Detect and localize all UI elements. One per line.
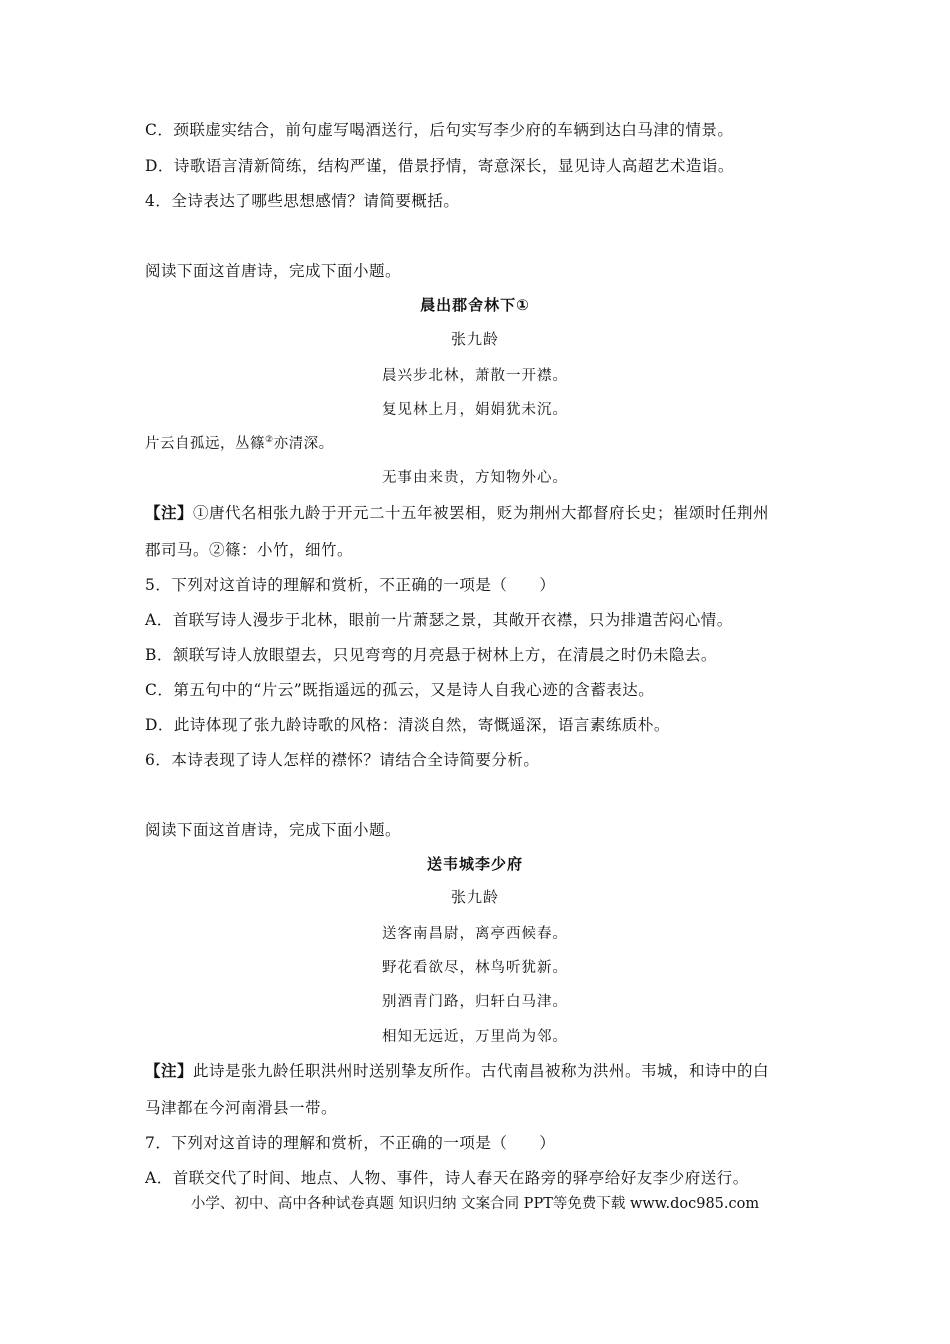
- question-6: 6．本诗表现了诗人怎样的襟怀？请结合全诗简要分析。: [145, 751, 540, 769]
- page-footer: 小学、初中、高中各种试卷真题 知识归纳 文案合同 PPT等免费下载 www.doc985.com: [190, 1196, 760, 1212]
- question-7-option-a: A．首联交代了时间、地点、人物、事件，诗人春天在路旁的驿亭给好友李少府送行。: [145, 1169, 749, 1187]
- question-5-option-a: A．首联写诗人漫步于北林，眼前一片萧瑟之景，其敞开衣襟，只为排遣苦闷心情。: [145, 611, 733, 629]
- section1-poem-title: 晨出郡舍林下①: [420, 296, 530, 314]
- section1-poem-author: 张九龄: [450, 330, 499, 348]
- section1-note: [145, 501, 769, 523]
- section2-poem-line-4: 相知无远近，万里尚为邻。: [382, 1029, 568, 1045]
- section2-poem-title: 送韦城李少府: [426, 855, 523, 873]
- section1-intro: 阅读下面这首唐诗，完成下面小题。: [145, 262, 402, 280]
- question-5-option-d: D．此诗体现了张九龄诗歌的风格：清淡自然，寄慨遥深，语言素练质朴。: [145, 716, 670, 734]
- question-5: 5．下列对这首诗的理解和赏析，不正确的一项是（ ）: [145, 576, 556, 594]
- footnote-marker-2: ②: [265, 435, 274, 446]
- question-5-option-c: C．第五句中的“片云”既指遥远的孤云，又是诗人自我心迹的含蓄表达。: [145, 681, 655, 699]
- question-7: 7．下列对这首诗的理解和赏析，不正确的一项是（ ）: [145, 1134, 556, 1152]
- section1-poem-line-4: 无事由来贵，方知物外心。: [382, 470, 568, 486]
- poem-line-3-part2: 亦清深。: [273, 436, 334, 452]
- section2-note-cont: 马津都在今河南滑县一带。: [145, 1099, 338, 1117]
- note-text-1: ①唐代名相张九龄于开元二十五年被罢相，贬为荆州大都督府长史；崔颂时任荆州: [193, 504, 770, 522]
- note-label: 【注】: [145, 1061, 194, 1080]
- section2-intro: 阅读下面这首唐诗，完成下面小题。: [145, 821, 402, 839]
- note-text-1: 此诗是张九龄任职洪州时送别挚友所作。古代南昌被称为洪州。韦城，和诗中的白: [193, 1062, 770, 1080]
- question-4: 4．全诗表达了哪些思想感情？请简要概括。: [145, 192, 460, 210]
- option-c: C．颈联虚实结合，前句虚写喝酒送行，后句实写李少府的车辆到达白马津的情景。: [145, 121, 734, 139]
- question-5-option-b: B．颔联写诗人放眼望去，只见弯弯的月亮悬于树林上方，在清晨之时仍未隐去。: [145, 646, 717, 664]
- section1-poem-line-1: 晨兴步北林，萧散一开襟。: [382, 368, 568, 384]
- section2-poem-author: 张九龄: [450, 888, 499, 906]
- note-label: 【注】: [145, 503, 194, 522]
- section2-poem-line-1: 送客南昌尉，离亭西候春。: [382, 926, 568, 942]
- option-d: D．诗歌语言清新简练，结构严谨，借景抒情，寄意深长，显见诗人高超艺术造诣。: [145, 157, 734, 175]
- section1-poem-line-3: [145, 432, 334, 453]
- poem-line-3-part1: 片云自孤远，丛篠: [145, 436, 265, 452]
- section2-note: [145, 1059, 769, 1081]
- section1-poem-line-2: 复见林上月，娟娟犹未沉。: [382, 402, 568, 418]
- section1-note-cont: 郡司马。②篠：小竹，细竹。: [145, 541, 354, 559]
- section2-poem-line-2: 野花看欲尽，林鸟听犹新。: [382, 960, 568, 976]
- section2-poem-line-3: 别酒青门路，归轩白马津。: [382, 994, 568, 1010]
